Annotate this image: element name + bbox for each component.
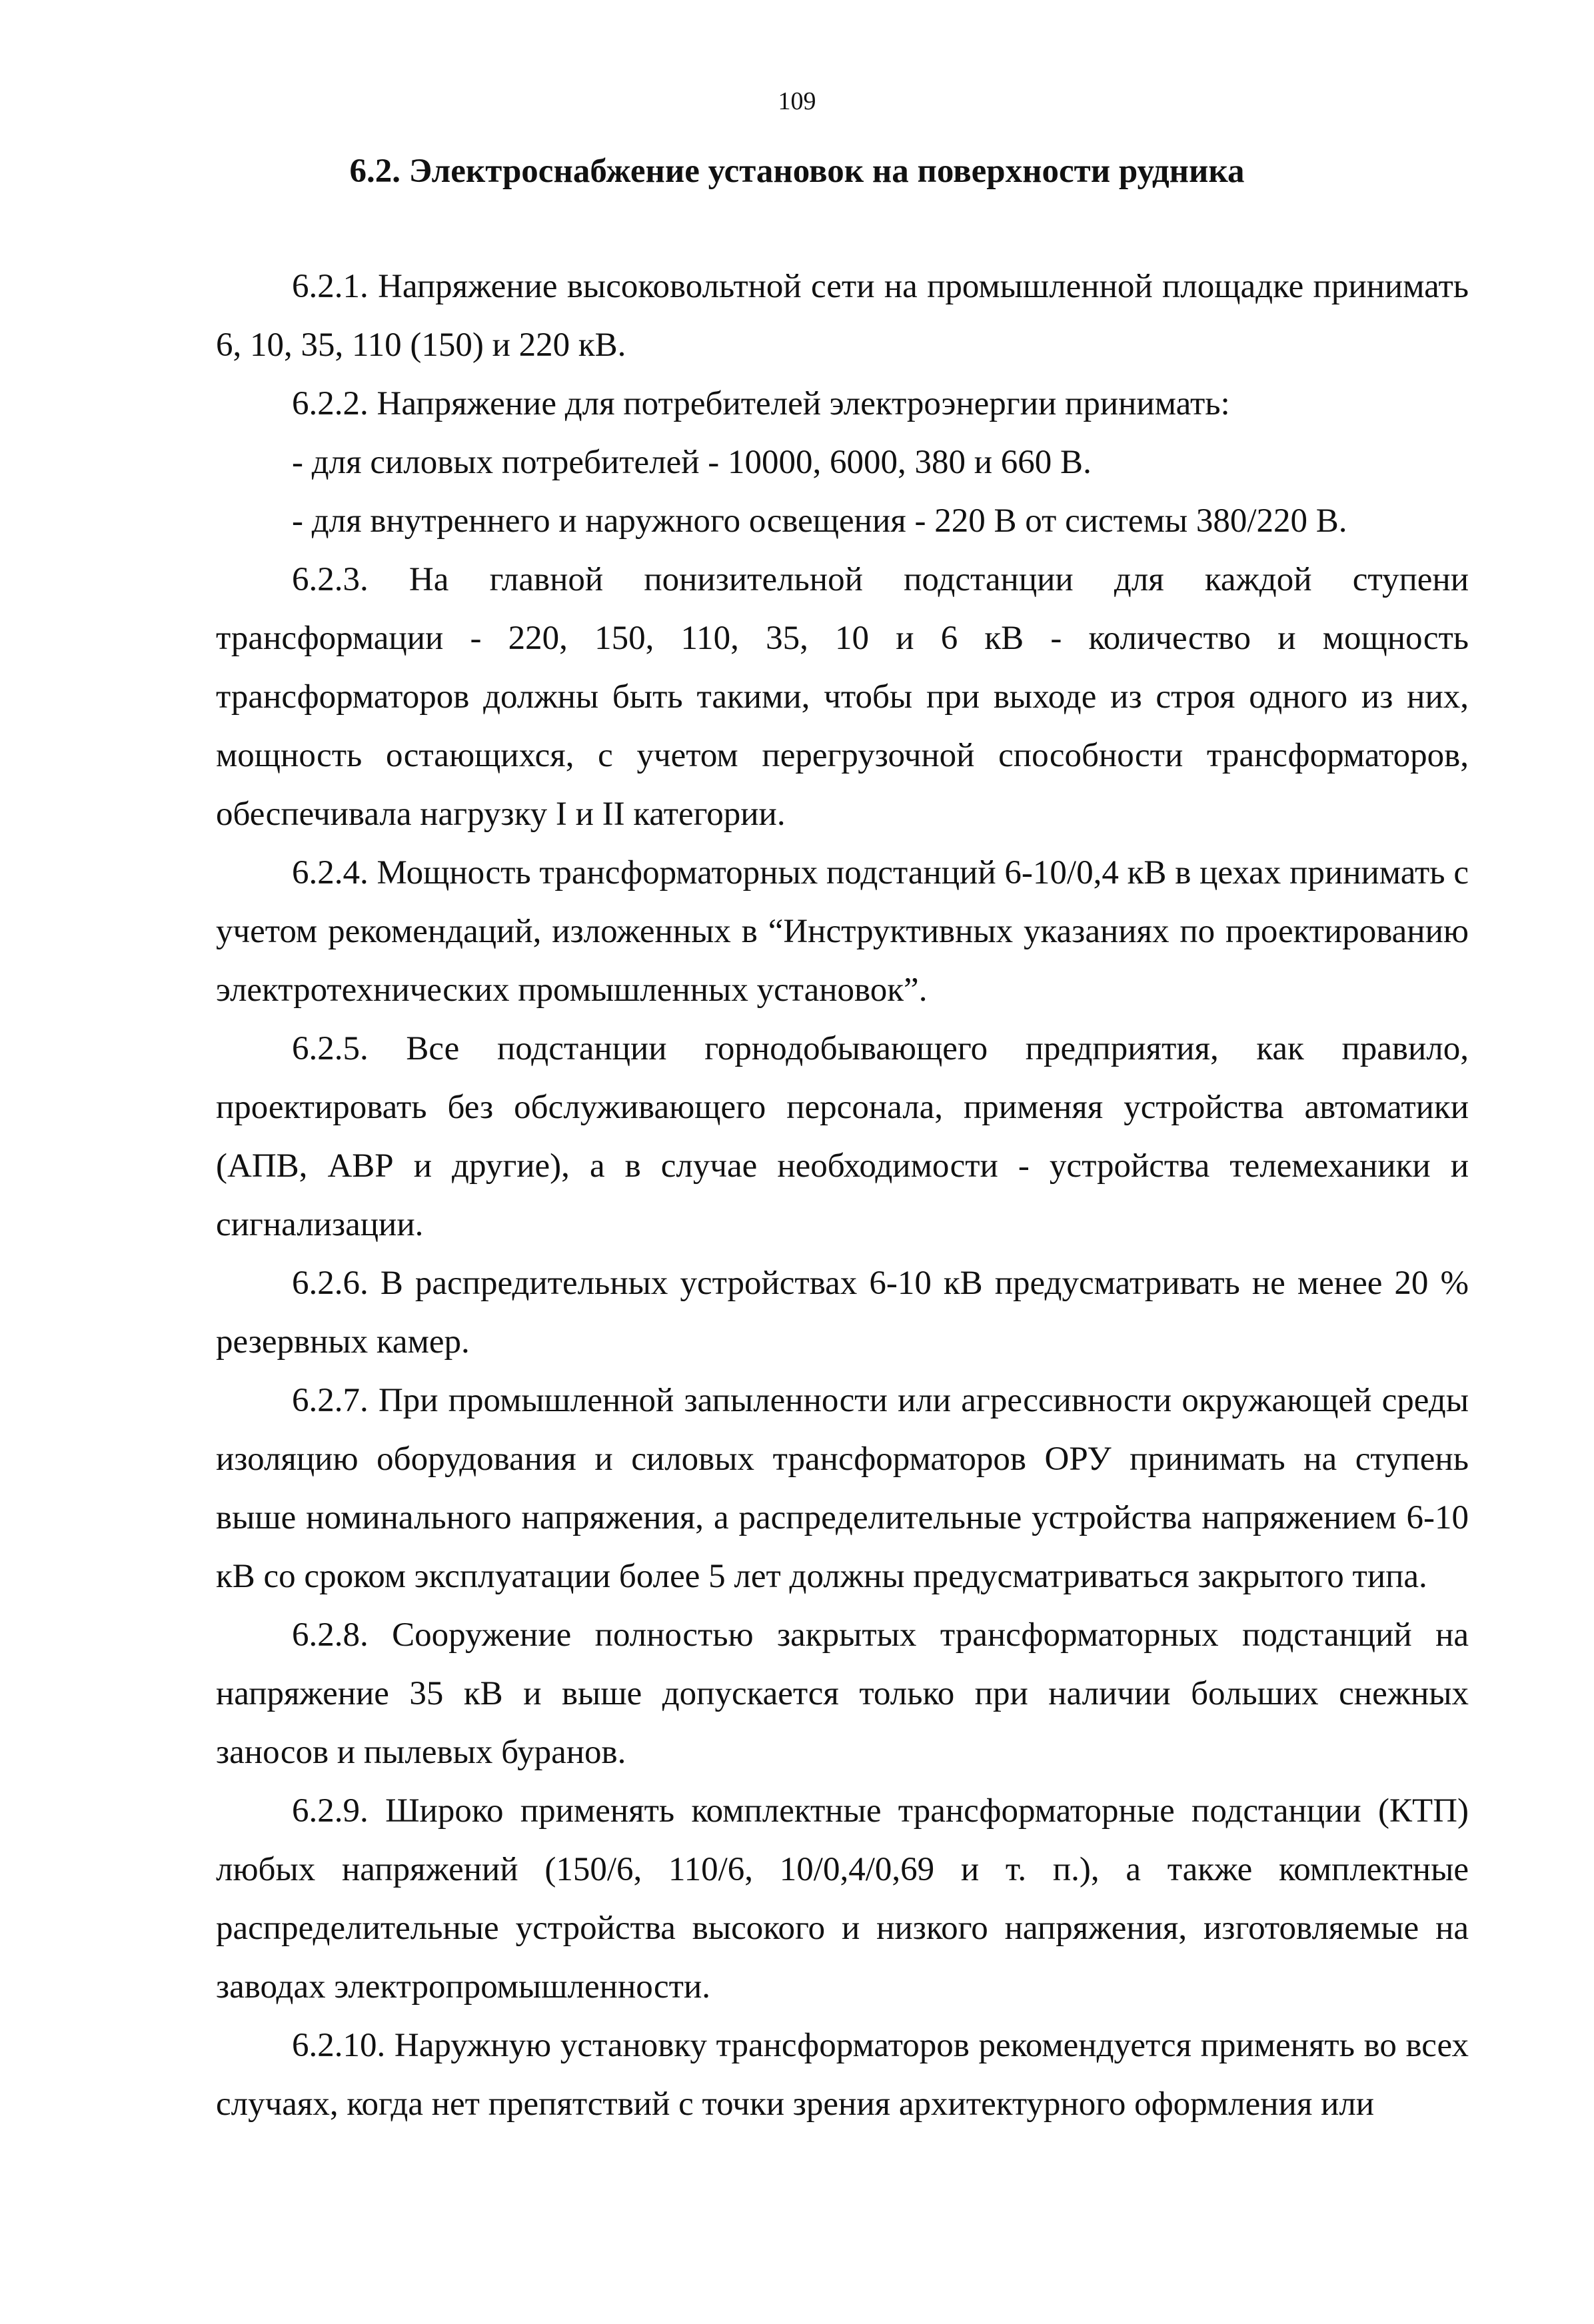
paragraph-6-2-6: 6.2.6. В распредительных устройствах 6-10 кВ предусматривать не менее 20 % резервных камер. (216, 1265, 1469, 1361)
page-number: 109 (778, 87, 816, 115)
paragraph-lighting: - для внутреннего и наружного освещения - 220 В от системы 380/220 В. (292, 502, 1347, 540)
paragraph-6-2-2: 6.2.2. Напряжение для потребителей электроэнергии принимать: (292, 385, 1230, 422)
document-body (216, 257, 1469, 2133)
paragraph-6-2-10: 6.2.10. Наружную установку трансформаторов рекомендуется применять во всех случаях, когда нет препятствий с точки зрения архитектурного оформления или (216, 2027, 1469, 2123)
paragraph-6-2-9: 6.2.9. Широко применять комплектные трансформаторные подстанции (КТП) любых напряжений (150/6, 110/6, 10/0,4/0,69 и т. п.), а также комплектные распределительные устройства высокого и низкого напряжения, изготовляемые на заводах электропромышленности. (216, 1792, 1469, 2006)
paragraph-6-2-5: 6.2.5. Все подстанции горнодобывающего предприятия, как правило, проектировать без обслуживающего персонала, применяя устройства автоматики (АПВ, АВР и другие), а в случае необходимости - устройства телемеханики и сигнализации. (216, 1030, 1469, 1243)
paragraph-6-2-4: 6.2.4. Мощность трансформаторных подстанций 6-10/0,4 кВ в цехах принимать с учетом рекомендаций, изложенных в “Инструктивных указаниях по проектированию электротехнических промышленных установок”. (216, 854, 1469, 1009)
paragraph-6-2-3: 6.2.3. На главной понизительной подстанции для каждой ступени трансформации - 220, 150, 110, 35, 10 и 6 кВ - количество и мощность трансформаторов должны быть такими, чтобы при выходе из строя одного из них, мощность остающихся, с учетом перегрузочной способности трансформаторов, обеспечивала нагрузку I и II категории. (216, 561, 1469, 833)
paragraph-6-2-8: 6.2.8. Сооружение полностью закрытых трансформаторных подстанций на напряжение 35 кВ и выше допускается только при наличии больших снежных заносов и пылевых буранов. (216, 1616, 1469, 1771)
paragraph-power-consumers: - для силовых потребителей - 10000, 6000, 380 и 660 В. (292, 444, 1092, 481)
section-title: 6.2. Электроснабжение установок на поверхности рудника (349, 153, 1245, 190)
paragraph-6-2-7: 6.2.7. При промышленной запыленности или агрессивности окружающей среды изоляцию оборудования и силовых трансформаторов ОРУ принимать на ступень выше номинального напряжения, а распределительные устройства напряжением 6-10 кВ со сроком эксплуатации более 5 лет должны предусматриваться закрытого типа. (216, 1382, 1469, 1595)
paragraph-6-2-1: 6.2.1. Напряжение высоковольтной сети на промышленной площадке принимать 6, 10, 35, 110 (150) и 220 кВ. (216, 268, 1469, 364)
